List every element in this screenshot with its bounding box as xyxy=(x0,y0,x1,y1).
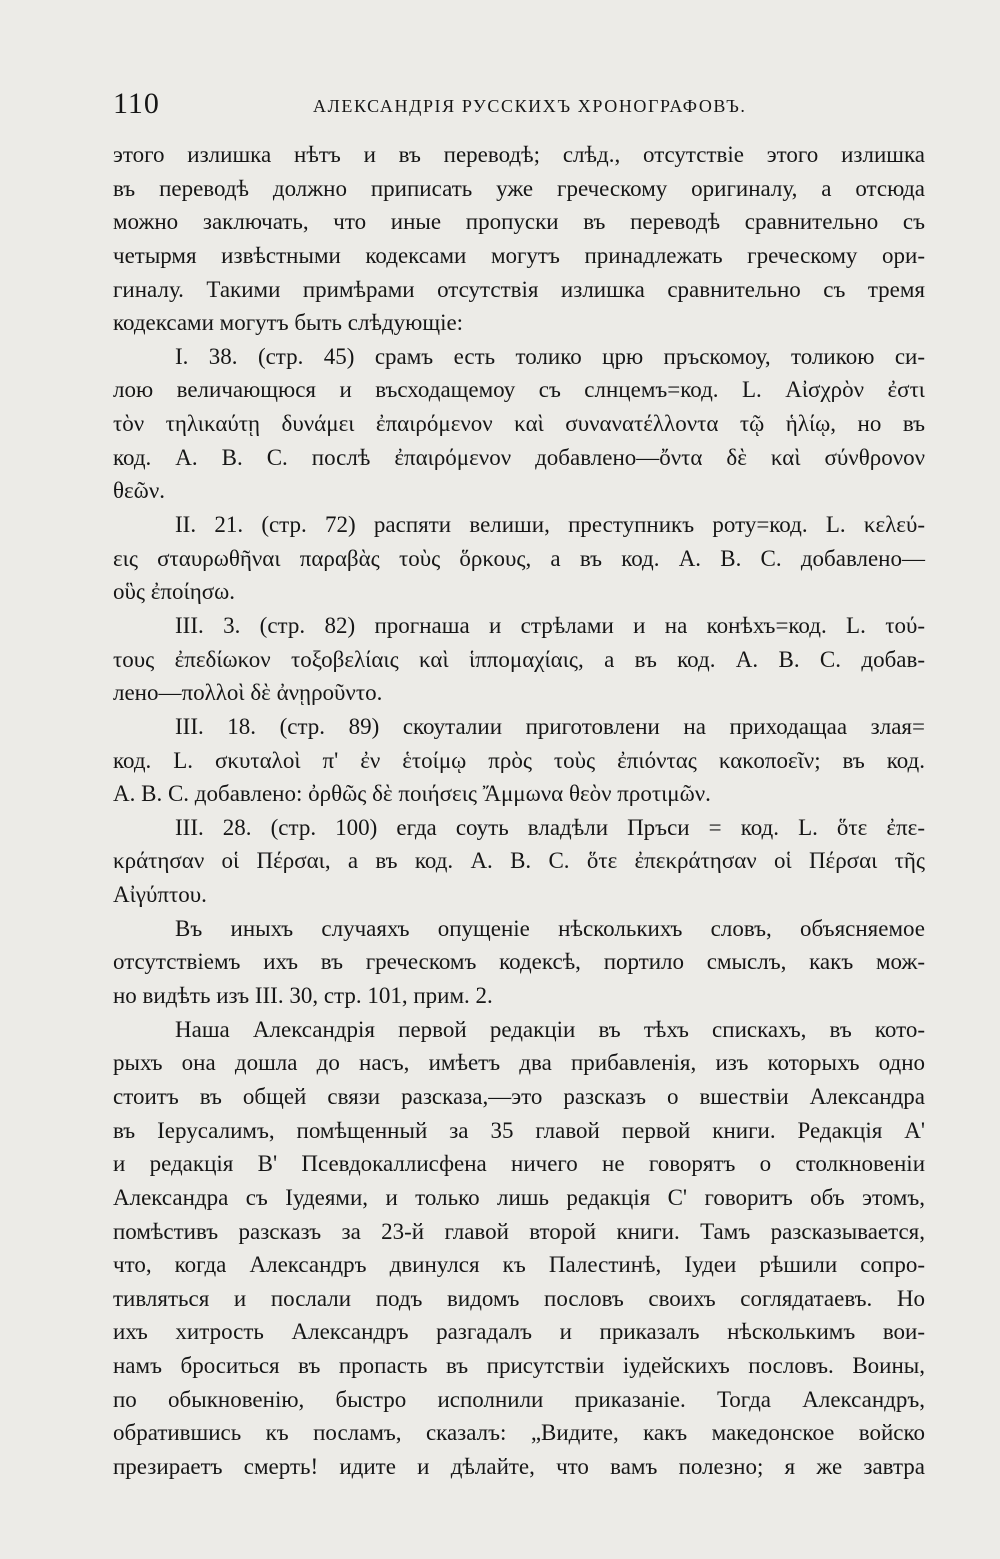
text-line: κράτησαν οἱ Πέρσαι, а въ код. A. B. C. ὅτε ἐπεκράτησαν οἱ Πέρσαι τῆς xyxy=(113,848,925,874)
text-line: гиналу. Такими примѣрами отсутствія излишка сравнительно съ тремя xyxy=(113,276,925,302)
page-header xyxy=(113,84,925,124)
text-line: лою величающюся и въсходащемоу съ слнцемъ=код. L. Αἰσχρὸν ἐστι xyxy=(113,377,925,403)
text-line: по обыкновенію, быстро исполнили приказаніе. Тогда Александръ, xyxy=(113,1386,925,1412)
text-line: I. 38. (стр. 45) срамъ есть толико црю пръскомоу, толикою си- xyxy=(175,343,925,369)
text-line: II. 21. (стр. 72) распяти велиши, преступникъ роту=код. L. κελεύ- xyxy=(175,512,925,538)
body-text xyxy=(113,138,925,1484)
text-line: A. B. C. добавлено: ὀρθῶς δὲ ποιήσεις Ἄμμωνα θεὸν προτιμῶν. xyxy=(113,781,711,807)
text-line: намъ броситься въ пропасть въ присутствіи іудейскихъ пословъ. Воины, xyxy=(113,1353,925,1379)
text-line: код. L. σκυταλοὶ π' ἐν ἑτοίμῳ πρὸς τοὺς ἐπιόντας κακοποεῖν; въ код. xyxy=(113,747,925,773)
text-line: тивляться и послали подъ видомъ пословъ своихъ соглядатаевъ. Но xyxy=(113,1285,925,1311)
text-line: рыхъ она дошла до насъ, имѣетъ два прибавленія, изъ которыхъ одно xyxy=(113,1050,925,1076)
text-line: τους ἐπεδίωκον τοξοβελίαις καὶ ἱππομαχίαις, а въ код. A. B. C. добав- xyxy=(113,646,925,672)
page-number: 110 xyxy=(113,87,160,120)
text-line: отсутствіемъ ихъ въ греческомъ кодексѣ, портило смыслъ, какъ мож- xyxy=(113,949,925,975)
text-line: стоитъ въ общей связи разсказа,—это разсказъ о вшествіи Александра xyxy=(113,1083,925,1109)
text-line: θεῶν. xyxy=(113,478,165,504)
text-line: кодексами могутъ быть слѣдующіе: xyxy=(113,310,464,336)
text-line: Александра съ Іудеями, и только лишь редакція C' говоритъ объ этомъ, xyxy=(113,1184,925,1210)
text-line: III. 18. (стр. 89) скоуталии приготовлени на приходащаа злая= xyxy=(175,713,925,739)
text-line: ихъ хитрость Александръ разгадалъ и приказалъ нѣсколькимъ вои- xyxy=(113,1319,925,1345)
text-line: обратившись къ посламъ, сказалъ: „Видите, какъ македонское войско xyxy=(113,1420,925,1446)
text-line: Въ иныхъ случаяхъ опущеніе нѣсколькихъ словъ, объясняемое xyxy=(175,915,925,941)
text-line: можно заключать, что иные пропуски въ переводѣ сравнительно съ xyxy=(113,209,925,235)
text-line: въ переводѣ должно приписать уже греческому оригиналу, а отсюда xyxy=(113,175,925,201)
text-line: лено—πολλοὶ δὲ ἀνῃροῦντο. xyxy=(113,680,383,706)
text-line: четырмя извѣстными кодексами могутъ принадлежать греческому ори- xyxy=(113,242,925,268)
text-line: εις σταυρωθῆναι παραβὰς τοὺς ὅρκους, а въ код. A. B. C. добавлено— xyxy=(113,545,925,571)
text-line: III. 3. (стр. 82) прогнаша и стрѣлами и на конѣхъ=код. L. τού- xyxy=(175,612,925,638)
text-line: τὸν τηλικαύτῃ δυνάμει ἐπαιρόμενον καὶ συνανατέλλοντα τῷ ἡλίῳ, но въ xyxy=(113,411,925,437)
running-title: АЛЕКСАНДРІЯ РУССКИХЪ ХРОНОГРАФОВЪ. xyxy=(313,96,747,116)
text-line: этого излишка нѣтъ и въ переводѣ; слѣд., отсутствіе этого излишка xyxy=(113,142,925,167)
text-line: Наша Александрія первой редакціи въ тѣхъ спискахъ, въ кото- xyxy=(175,1016,925,1042)
text-line: и редакція B' Псевдокаллисфена ничего не говорятъ о столкновеніи xyxy=(113,1151,925,1177)
text-line: код. A. B. C. послѣ ἐπαιρόμενον добавлено—ὄντα δὲ καὶ σύνθρονον xyxy=(113,444,925,470)
text-line: Αἰγύπτου. xyxy=(113,882,207,908)
text-line: но видѣть изъ III. 30, стр. 101, прим. 2. xyxy=(113,983,493,1009)
text-line: что, когда Александръ двинулся къ Палестинѣ, Іудеи рѣшили сопро- xyxy=(113,1252,925,1278)
text-line: помѣстивъ разсказъ за 23-й главой второй книги. Тамъ разсказывается, xyxy=(113,1218,925,1244)
text-line: презираетъ смерть! идите и дѣлайте, что вамъ полезно; я же завтра xyxy=(113,1453,925,1479)
text-line: III. 28. (стр. 100) егда соуть владѣли Пръси = код. L. ὅτε ἐπε- xyxy=(175,814,925,840)
text-line: οὓς ἐποίησω. xyxy=(113,579,236,605)
text-line: въ Іерусалимъ, помѣщенный за 35 главой первой книги. Редакція A' xyxy=(113,1117,925,1143)
